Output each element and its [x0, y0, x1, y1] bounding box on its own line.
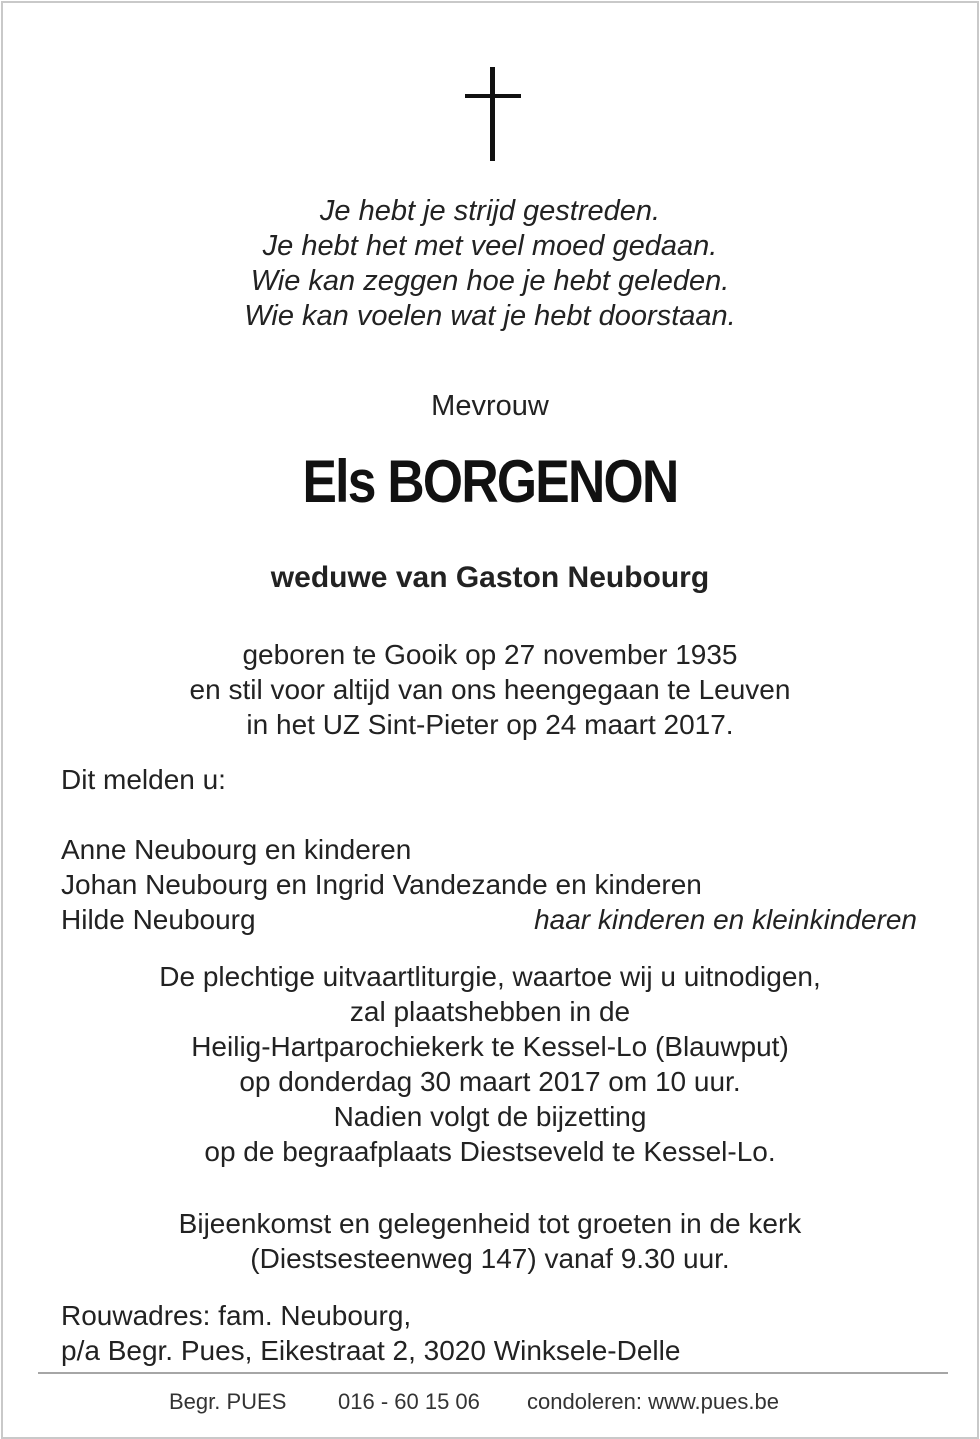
address-line: p/a Begr. Pues, Eikestraat 2, 3020 Winksele-Delle — [61, 1335, 681, 1366]
funeral-line: Nadien volgt de bijzetting — [333, 1101, 647, 1132]
funeral-line: zal plaatshebben in de — [349, 996, 631, 1027]
obituary-card — [1, 1, 979, 1439]
announced-by: Dit melden u: — [61, 764, 226, 795]
verse-line: Wie kan voelen wat je hebt doorstaan. — [244, 300, 736, 332]
family-member: Johan Neubourg en Ingrid Vandezande en kinderen — [61, 869, 702, 900]
funeral-line: op donderdag 30 maart 2017 om 10 uur. — [239, 1066, 741, 1097]
gathering-line: (Diestsesteenweg 147) vanaf 9.30 uur. — [250, 1243, 730, 1274]
verse-line: Wie kan zeggen hoe je hebt geleden. — [250, 265, 730, 297]
gathering-line: Bijeenkomst en gelegenheid tot groeten in de kerk — [178, 1208, 802, 1239]
funeral-line: Heilig-Hartparochiekerk te Kessel-Lo (Blauwput) — [191, 1031, 789, 1062]
footer-undertaker: Begr. PUES — [169, 1389, 287, 1414]
birth-death-line: in het UZ Sint-Pieter op 24 maart 2017. — [246, 709, 734, 740]
divider — [38, 1372, 948, 1374]
footer-condolences: condoleren: www.pues.be — [527, 1389, 779, 1414]
birth-death-line: geboren te Gooik op 27 november 1935 — [242, 639, 738, 670]
family-member: Anne Neubourg en kinderen — [61, 834, 412, 865]
funeral-line: op de begraafplaats Diestseveld te Kessel-Lo. — [204, 1136, 776, 1167]
footer-phone: 016 - 60 15 06 — [338, 1389, 480, 1414]
funeral-line: De plechtige uitvaartliturgie, waartoe wij u uitnodigen, — [159, 961, 821, 992]
name-wrapper — [3, 447, 977, 517]
deceased-name: Els BORGENON — [302, 448, 678, 515]
birth-death-line: en stil voor altijd van ons heengegaan te Leuven — [189, 674, 791, 705]
verse-line: Je hebt je strijd gestreden. — [319, 195, 661, 227]
salutation: Mevrouw — [431, 390, 549, 422]
address-line: Rouwadres: fam. Neubourg, — [61, 1300, 412, 1331]
family-note: haar kinderen en kleinkinderen — [534, 904, 917, 935]
family-member: Hilde Neubourg — [61, 904, 256, 935]
cross-icon — [465, 67, 521, 163]
widow-of: weduwe van Gaston Neubourg — [270, 561, 710, 594]
verse-line: Je hebt het met veel moed gedaan. — [262, 230, 718, 262]
